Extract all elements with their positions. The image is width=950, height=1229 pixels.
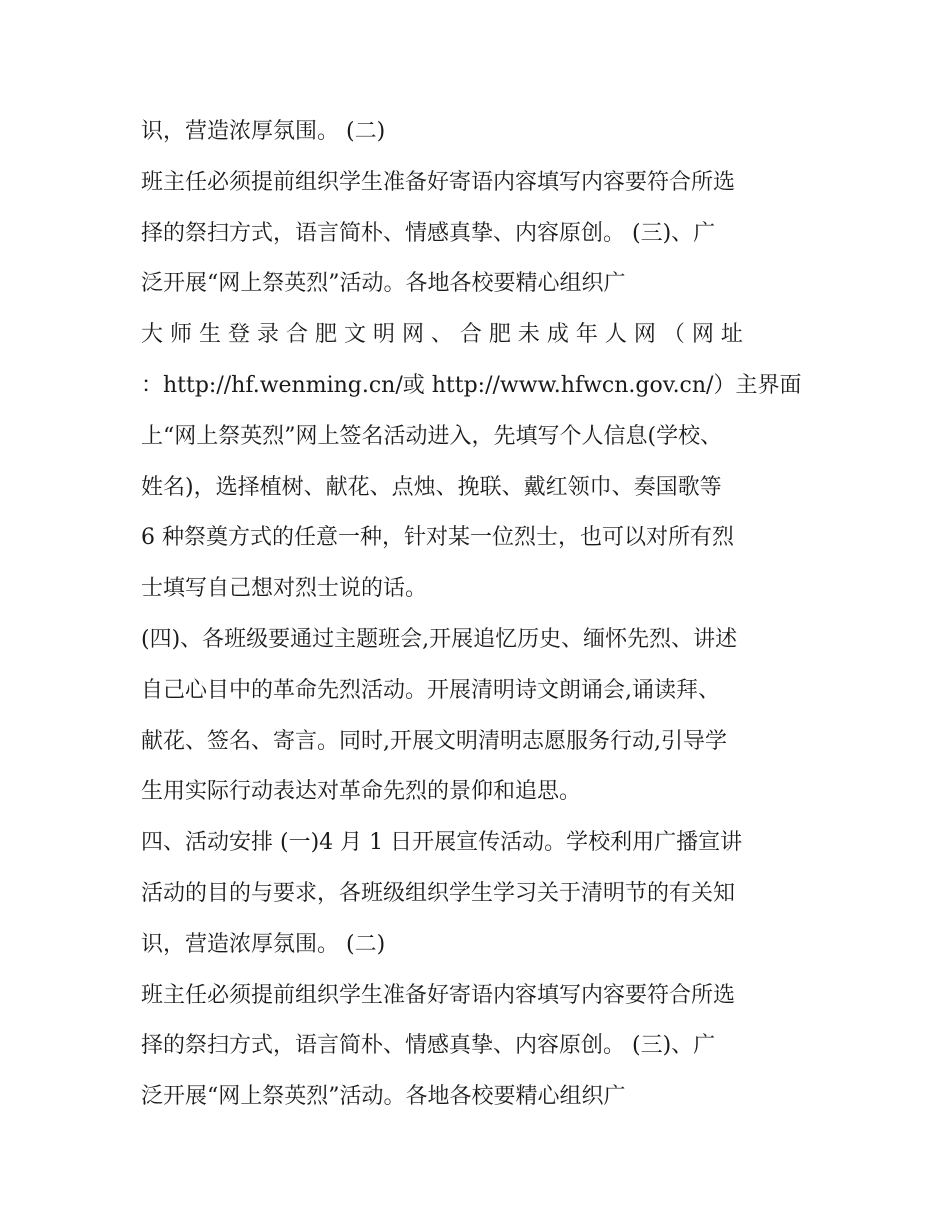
text-line: 大 师 生 登 录 合 肥 文 明 网 、 合 肥 未 成 年 人 网 （ 网 址 bbox=[141, 322, 743, 348]
text-line: 识，营造浓厚氛围。 (二) bbox=[141, 119, 386, 144]
text-line: 生用实际行动表达对革命先烈的景仰和追思。 bbox=[141, 779, 582, 805]
text-line: 择的祭扫方式，语言简朴、情感真挚、内容原创。 (三)、广 bbox=[141, 1033, 716, 1059]
body-text bbox=[141, 107, 811, 1123]
text-line: 献花、签名、寄言。同时,开展文明清明志愿服务行动,引导学 bbox=[141, 728, 727, 754]
text-line: 6 种祭奠方式的任意一种，针对某一位烈士，也可以对所有烈 bbox=[141, 525, 734, 551]
text-line: 班主任必须提前组织学生准备好寄语内容填写内容要符合所选 bbox=[141, 169, 736, 195]
text-line: 活动的目的与要求，各班级组织学生学习关于清明节的有关知 bbox=[141, 880, 736, 906]
text-line: ：http://hf.wenming.cn/或 http://www.hfwcn.gov.cn/）主界面 bbox=[141, 372, 802, 398]
text-line: 择的祭扫方式，语言简朴、情感真挚、内容原创。 (三)、广 bbox=[141, 220, 716, 246]
text-line: 姓名)，选择植树、献花、点烛、挽联、戴红领巾、奏国歌等 bbox=[141, 474, 722, 500]
text-line: 上“网上祭英烈”网上签名活动进入，先填写个人信息(学校、 bbox=[141, 423, 723, 449]
text-line: (四)、各班级要通过主题班会,开展追忆历史、缅怀先烈、讲述 bbox=[141, 626, 738, 652]
text-line: 自己心目中的革命先烈活动。开展清明诗文朗诵会,诵读拜、 bbox=[141, 677, 720, 703]
text-line: 四、活动安排 (一)4 月 1 日开展宣传活动。学校利用广播宣讲 bbox=[141, 830, 743, 856]
text-line: 士填写自己想对烈士说的话。 bbox=[141, 576, 428, 602]
text-line: 泛开展“网上祭英烈”活动。各地各校要精心组织广 bbox=[141, 271, 626, 297]
text-line: 泛开展“网上祭英烈”活动。各地各校要精心组织广 bbox=[141, 1084, 626, 1110]
text-line: 识，营造浓厚氛围。 (二) bbox=[141, 931, 386, 957]
text-line: 班主任必须提前组织学生准备好寄语内容填写内容要符合所选 bbox=[141, 982, 736, 1008]
